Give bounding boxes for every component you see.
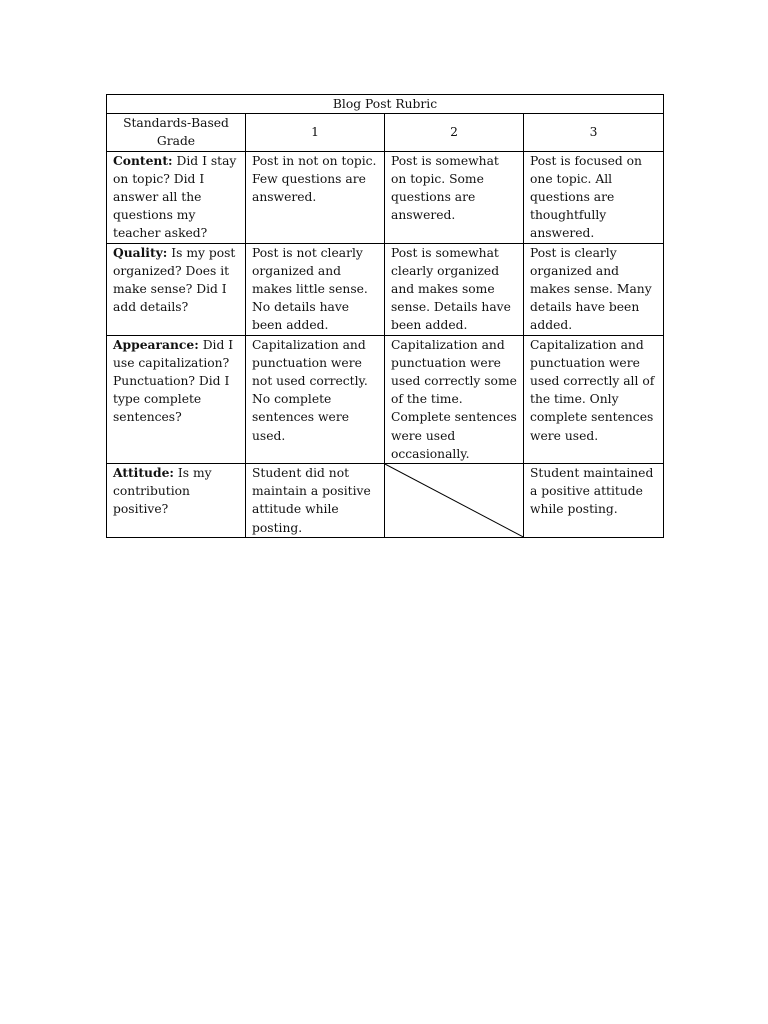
- header-level-2: 2: [385, 114, 524, 151]
- header-level-1: 1: [246, 114, 385, 151]
- appearance-level-3: Capitalization and punctuation were used correctly all of the time. Only complete sentences were used.: [524, 335, 664, 463]
- criterion-cell-quality: [107, 243, 246, 335]
- quality-level-3: Post is clearly organized and makes sense. Many details have been added.: [524, 243, 664, 335]
- criterion-cell-content: [107, 151, 246, 243]
- content-level-2: Post is somewhat on topic. Some questions are answered.: [385, 151, 524, 243]
- header-level-3: 3: [524, 114, 664, 151]
- title-row: [107, 95, 664, 114]
- row-quality: [107, 243, 664, 335]
- criterion-question: Did I stay on topic? Did I answer all the questions my teacher asked?: [113, 153, 237, 241]
- criterion-cell-attitude: [107, 464, 246, 538]
- content-level-3: Post is focused on one topic. All questions are thoughtfully answered.: [524, 151, 664, 243]
- criterion-label: Appearance:: [113, 336, 199, 352]
- criterion-question: Is my post organized? Does it make sense? Did I add details?: [113, 245, 236, 315]
- criterion-label: Content:: [113, 152, 173, 168]
- attitude-level-3: Student maintained a positive attitude while posting.: [524, 464, 664, 538]
- row-content: [107, 151, 664, 243]
- header-standards-based-grade: Standards-Based Grade: [107, 114, 246, 151]
- criterion-question: Did I use capitalization? Punctuation? Did I type complete sentences?: [113, 337, 234, 425]
- criterion-cell-appearance: [107, 335, 246, 463]
- row-attitude: [107, 464, 664, 538]
- appearance-level-1: Capitalization and punctuation were not used correctly. No complete sentences were used.: [246, 335, 385, 463]
- attitude-level-1: Student did not maintain a positive attitude while posting.: [246, 464, 385, 538]
- quality-level-1: Post is not clearly organized and makes little sense. No details have been added.: [246, 243, 385, 335]
- header-row: [107, 114, 664, 151]
- rubric-title: Blog Post Rubric: [107, 95, 664, 114]
- row-appearance: [107, 335, 664, 463]
- content-level-1: Post in not on topic. Few questions are answered.: [246, 151, 385, 243]
- diagonal-line: [385, 464, 523, 537]
- quality-level-2: Post is somewhat clearly organized and makes some sense. Details have been added.: [385, 243, 524, 335]
- criterion-label: Quality:: [113, 244, 168, 260]
- appearance-level-2: Capitalization and punctuation were used correctly some of the time. Complete sentences were used occasionally.: [385, 335, 524, 463]
- criterion-question: Is my contribution positive?: [113, 466, 212, 517]
- rubric-table: [106, 94, 664, 538]
- criterion-label: Attitude:: [113, 465, 174, 481]
- attitude-level-2-empty: [385, 464, 524, 538]
